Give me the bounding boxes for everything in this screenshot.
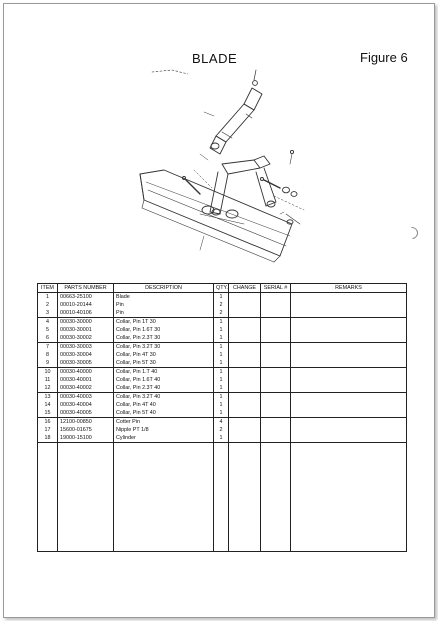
parts-table <box>37 283 407 552</box>
cell-qty: 2 <box>214 426 229 434</box>
cell-change <box>229 443 261 552</box>
cell-remarks <box>291 368 407 377</box>
col-qty: QTY. <box>214 284 229 293</box>
table-row <box>38 343 407 352</box>
cell-remarks <box>291 318 407 327</box>
cell-desc: Collar, Pin 1.T 40 <box>114 368 214 377</box>
cell-item: 17 <box>38 426 58 434</box>
cell-serial <box>261 426 291 434</box>
cell-qty: 1 <box>214 368 229 377</box>
cell-serial <box>261 434 291 443</box>
cell-part: 00030-40001 <box>58 376 114 384</box>
cell-change <box>229 376 261 384</box>
table-row <box>38 376 407 384</box>
cell-change <box>229 293 261 302</box>
cell-qty: 1 <box>214 318 229 327</box>
table-row <box>38 384 407 393</box>
cell-desc: Collar, Pin 3.2T 30 <box>114 343 214 352</box>
cell-desc: Collar, Pin 1.6T 40 <box>114 376 214 384</box>
cell-item: 6 <box>38 334 58 343</box>
cell-serial <box>261 409 291 418</box>
table-row <box>38 434 407 443</box>
punch-hole-mark <box>429 392 435 409</box>
cell-item: 16 <box>38 418 58 427</box>
cell-serial <box>261 368 291 377</box>
cell-part: 15600-01675 <box>58 426 114 434</box>
cell-change <box>229 343 261 352</box>
cell-desc: Collar, Pin 2.3T 40 <box>114 384 214 393</box>
cell-qty: 1 <box>214 376 229 384</box>
cell-remarks <box>291 334 407 343</box>
cell-qty: 1 <box>214 326 229 334</box>
cell-qty: 1 <box>214 384 229 393</box>
cell-serial <box>261 343 291 352</box>
cell-serial <box>261 334 291 343</box>
cell-item <box>38 443 58 552</box>
cell-remarks <box>291 393 407 402</box>
cell-change <box>229 426 261 434</box>
cell-part: 00030-40005 <box>58 409 114 418</box>
cell-item: 9 <box>38 359 58 368</box>
col-parts-number: PARTS NUMBER <box>58 284 114 293</box>
cell-part: 00030-40000 <box>58 368 114 377</box>
cell-serial <box>261 326 291 334</box>
cell-change <box>229 368 261 377</box>
cell-part: 00030-40003 <box>58 393 114 402</box>
table-row <box>38 351 407 359</box>
cell-item: 18 <box>38 434 58 443</box>
cell-change <box>229 359 261 368</box>
col-item: ITEM <box>38 284 58 293</box>
cell-desc: Collar, Pin 4T 30 <box>114 351 214 359</box>
cell-desc: Collar, Pin 4T 40 <box>114 401 214 409</box>
cell-desc: Collar, Pin 5T 40 <box>114 409 214 418</box>
table-row-empty <box>38 443 407 552</box>
cell-serial <box>261 376 291 384</box>
page-title: BLADE <box>192 51 238 66</box>
cell-qty: 1 <box>214 409 229 418</box>
cell-qty: 1 <box>214 434 229 443</box>
cell-qty: 1 <box>214 359 229 368</box>
table-row <box>38 409 407 418</box>
figure-label: Figure 6 <box>360 50 408 65</box>
cell-serial <box>261 301 291 309</box>
table-row <box>38 334 407 343</box>
cell-remarks <box>291 301 407 309</box>
cell-desc: Pin <box>114 301 214 309</box>
cell-remarks <box>291 418 407 427</box>
cell-part: 00030-30005 <box>58 359 114 368</box>
cell-item: 1 <box>38 293 58 302</box>
cell-item: 14 <box>38 401 58 409</box>
col-serial: SERIAL # <box>261 284 291 293</box>
cell-remarks <box>291 351 407 359</box>
cell-part: 00030-40002 <box>58 384 114 393</box>
cell-qty: 1 <box>214 343 229 352</box>
cell-remarks <box>291 293 407 302</box>
cell-desc: Pin <box>114 309 214 318</box>
cell-change <box>229 384 261 393</box>
cell-part: 00010-40106 <box>58 309 114 318</box>
cell-item: 10 <box>38 368 58 377</box>
cell-desc: Blade <box>114 293 214 302</box>
col-description: DESCRIPTION <box>114 284 214 293</box>
cell-change <box>229 326 261 334</box>
cell-item: 15 <box>38 409 58 418</box>
cell-remarks <box>291 384 407 393</box>
cell-serial <box>261 359 291 368</box>
cell-desc: Cotter Pin <box>114 418 214 427</box>
cell-part <box>58 443 114 552</box>
table-row <box>38 318 407 327</box>
document-page <box>3 3 435 618</box>
cell-change <box>229 393 261 402</box>
cell-qty: 1 <box>214 351 229 359</box>
cell-remarks <box>291 434 407 443</box>
cell-serial <box>261 309 291 318</box>
cell-change <box>229 318 261 327</box>
table-row <box>38 293 407 302</box>
col-remarks: REMARKS <box>291 284 407 293</box>
cell-qty: 2 <box>214 309 229 318</box>
cell-desc: Nipple PT 1/8 <box>114 426 214 434</box>
cell-part: 19000-15100 <box>58 434 114 443</box>
cell-item: 12 <box>38 384 58 393</box>
cell-qty <box>214 443 229 552</box>
cell-item: 3 <box>38 309 58 318</box>
punch-hole-mark <box>404 225 421 242</box>
cell-qty: 1 <box>214 334 229 343</box>
cell-item: 2 <box>38 301 58 309</box>
cell-desc: Cylinder <box>114 434 214 443</box>
cell-desc: Collar, Pin 5T 30 <box>114 359 214 368</box>
cell-change <box>229 334 261 343</box>
table-row <box>38 426 407 434</box>
cell-desc: Collar, Pin 2.3T 30 <box>114 334 214 343</box>
cell-serial <box>261 384 291 393</box>
table-row <box>38 301 407 309</box>
cell-change <box>229 309 261 318</box>
cell-serial <box>261 351 291 359</box>
cell-qty: 2 <box>214 301 229 309</box>
cell-part: 00010-20144 <box>58 301 114 309</box>
cell-remarks <box>291 343 407 352</box>
table-row <box>38 393 407 402</box>
cell-remarks <box>291 409 407 418</box>
cell-qty: 1 <box>214 393 229 402</box>
table-row <box>38 359 407 368</box>
cell-remarks <box>291 401 407 409</box>
cell-part: 12100-00850 <box>58 418 114 427</box>
col-change: CHANGE <box>229 284 261 293</box>
cell-part: 00030-40004 <box>58 401 114 409</box>
cell-part: 00030-30001 <box>58 326 114 334</box>
cell-remarks <box>291 359 407 368</box>
cell-serial <box>261 418 291 427</box>
cell-desc <box>114 443 214 552</box>
cell-change <box>229 434 261 443</box>
cell-item: 11 <box>38 376 58 384</box>
cell-change <box>229 351 261 359</box>
cell-part: 00030-30003 <box>58 343 114 352</box>
cell-desc: Collar, Pin 3.2T 40 <box>114 393 214 402</box>
cell-item: 4 <box>38 318 58 327</box>
cell-serial <box>261 318 291 327</box>
cell-change <box>229 418 261 427</box>
cell-item: 5 <box>38 326 58 334</box>
table-row <box>38 368 407 377</box>
cell-qty: 4 <box>214 418 229 427</box>
cell-serial <box>261 393 291 402</box>
cell-change <box>229 401 261 409</box>
cell-item: 13 <box>38 393 58 402</box>
blade-assembly-drawing <box>104 64 324 269</box>
cell-remarks <box>291 426 407 434</box>
cell-serial <box>261 443 291 552</box>
table-row <box>38 401 407 409</box>
cell-qty: 1 <box>214 293 229 302</box>
table-row <box>38 418 407 427</box>
table-header-row <box>38 284 407 293</box>
cell-desc: Collar, Pin 1T 30 <box>114 318 214 327</box>
cell-part: 00663-25100 <box>58 293 114 302</box>
cell-change <box>229 301 261 309</box>
cell-remarks <box>291 376 407 384</box>
table-row <box>38 326 407 334</box>
cell-qty: 1 <box>214 401 229 409</box>
cell-serial <box>261 401 291 409</box>
cell-remarks <box>291 309 407 318</box>
cell-item: 8 <box>38 351 58 359</box>
cell-desc: Collar, Pin 1.6T 30 <box>114 326 214 334</box>
cell-part: 00030-30004 <box>58 351 114 359</box>
table-row <box>38 309 407 318</box>
cell-part: 00030-30000 <box>58 318 114 327</box>
cell-remarks <box>291 443 407 552</box>
cell-remarks <box>291 326 407 334</box>
cell-serial <box>261 293 291 302</box>
cell-change <box>229 409 261 418</box>
cell-part: 00030-30002 <box>58 334 114 343</box>
cell-item: 7 <box>38 343 58 352</box>
